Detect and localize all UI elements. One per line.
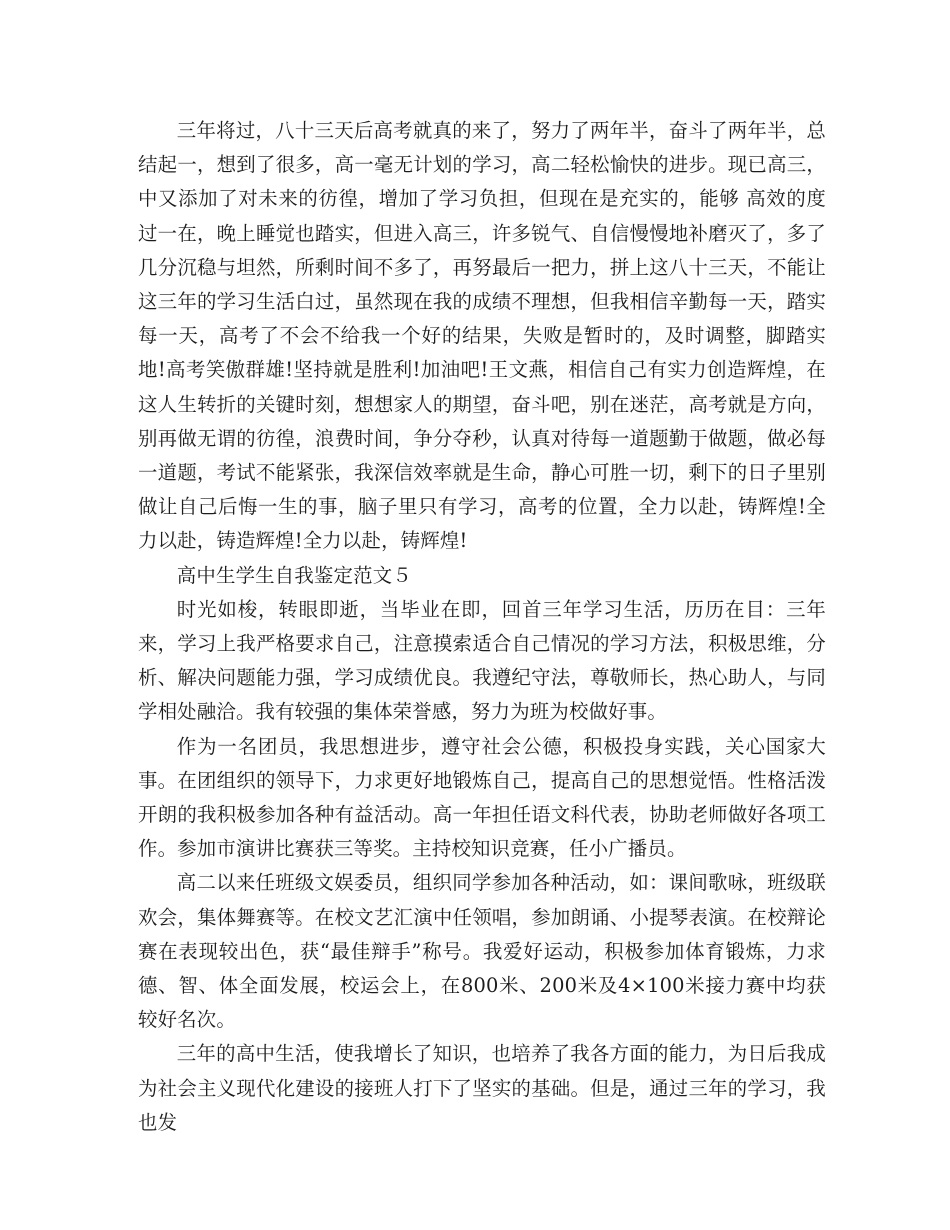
paragraph-3: 作为一名团员，我思想进步，遵守社会公德，积极投身实践，关心国家大事。在团组织的领导下，力求更好地锻炼自己，提高自己的思想觉悟。性格活泼开朗的我积极参加各种有益活动。高一年担任语文科代表，协助老师做好各项工作。参加市演讲比赛获三等奖。主持校知识竞赛，任小广播员。 — [138, 734, 826, 861]
paragraph-4: 高二以来任班级文娱委员，组织同学参加各种活动，如：课间歌咏，班级联欢会，集体舞赛等。在校文艺汇演中任领唱，参加朗诵、小提琴表演。在校辩论赛在表现较出色，获“最佳辩手”称号。我爱好运动，积极参加体育锻炼，力求德、智、体全面发展，校运会上，在800米、200米及4×100米接力赛中均获较好名次。 — [138, 871, 826, 1032]
paragraph-1: 三年将过，八十三天后高考就真的来了，努力了两年半，奋斗了两年半，总结起一，想到了很多，高一毫无计划的学习，高二轻松愉快的进步。现已高三，中又添加了对未来的彷徨，增加了学习负担，但现在是充实的，能够 高效的度过一在，晚上睡觉也踏实，但进入高三，许多锐气、自信慢慢地补磨灭了，多了几分沉稳与坦然，所剩时间不多了，再努最后一把力，拼上这八十三天，不能让这三年的学习生活白过，虽然现在我的成绩不理想，但我相信辛勤每一天，踏实每一天，高考了不会不给我一个好的结果，失败是暂时的，及时调整，脚踏实地!高考笑傲群雄!坚持就是胜利!加油吧!王文燕，相信自己有实力创造辉煌，在这人生转折的关键时刻，想想家人的期望，奋斗吧，别在迷茫，高考就是方向，别再做无谓的彷徨，浪费时间，争分夺秒，认真对待每一道题勤于做题，做必每一道题，考试不能紧张，我深信效率就是生命，静心可胜一切，剩下的日子里别做让自己后悔一生的事，脑子里只有学习，高考的位置，全力以赴，铸辉煌!全力以赴，铸造辉煌!全力以赴，铸辉煌! — [138, 119, 826, 553]
paragraph-5: 三年的高中生活，使我增长了知识，也培养了我各方面的能力，为日后我成为社会主义现代化建设的接班人打下了坚实的基础。但是，通过三年的学习，我也发 — [138, 1042, 826, 1134]
document-body — [138, 114, 826, 1140]
paragraph-2: 时光如梭，转眼即逝，当毕业在即，回首三年学习生活，历历在目：三年来，学习上我严格要求自己，注意摸索适合自己情况的学习方法，积极思维，分析、解决问题能力强，学习成绩优良。我遵纪守法，尊敬师长，热心助人，与同学相处融洽。我有较强的集体荣誉感，努力为班为校做好事。 — [138, 597, 826, 724]
section-heading: 高中生学生自我鉴定范文５ — [176, 563, 412, 587]
